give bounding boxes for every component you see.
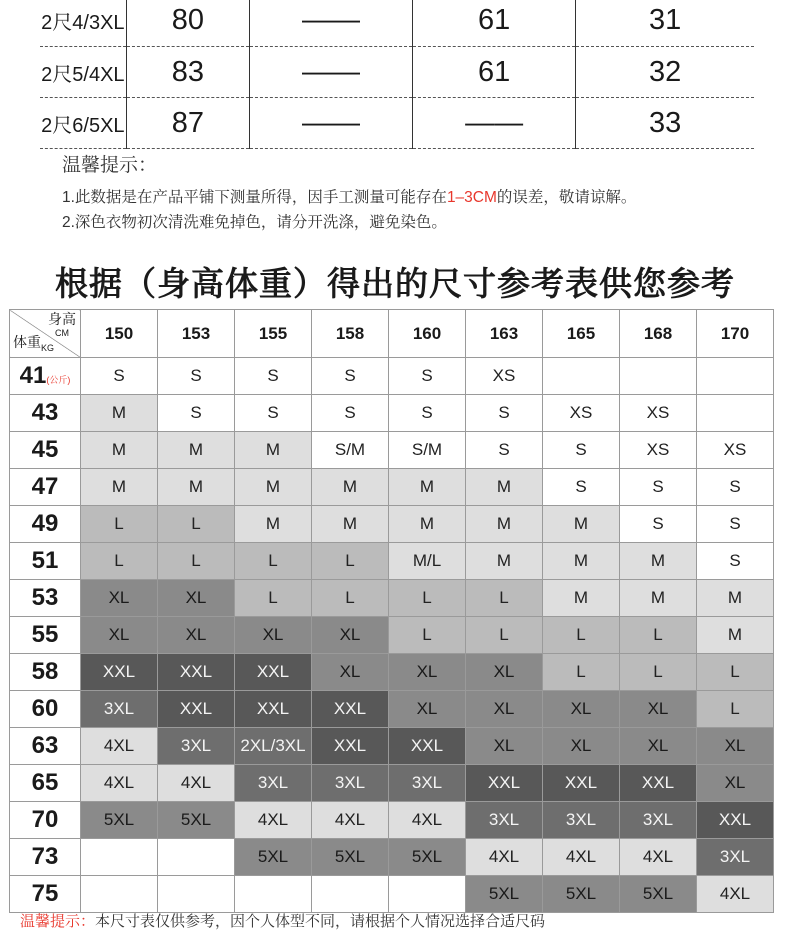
size-cell: 3XL [235, 765, 312, 802]
size-row [10, 469, 774, 506]
size-cell [697, 358, 774, 395]
measurement-value-cell: 61 [413, 47, 576, 98]
size-cell: 5XL [466, 876, 543, 913]
weight-header-cell [10, 469, 81, 506]
size-cell: L [543, 654, 620, 691]
size-cell: XL [697, 765, 774, 802]
size-row [10, 358, 774, 395]
size-cell: XL [312, 617, 389, 654]
size-cell: XXL [697, 802, 774, 839]
size-cell: XXL [620, 765, 697, 802]
weight-header-cell [10, 506, 81, 543]
size-cell: M [543, 580, 620, 617]
tip-line-1 [62, 185, 762, 210]
size-cell: L [158, 543, 235, 580]
size-cell: XXL [235, 691, 312, 728]
size-cell: M [235, 432, 312, 469]
weight-header-cell [10, 765, 81, 802]
size-cell: 4XL [697, 876, 774, 913]
size-row [10, 654, 774, 691]
corner-weight-unit: KG [41, 343, 55, 353]
measurement-value-cell: 31 [576, 0, 754, 47]
height-header-cell: 160 [389, 310, 466, 358]
measurement-size-cell: 2尺5/4XL [40, 47, 126, 98]
size-row [10, 580, 774, 617]
size-cell: XL [466, 691, 543, 728]
weight-header-cell [10, 580, 81, 617]
height-header-cell: 150 [81, 310, 158, 358]
size-cell: S [466, 395, 543, 432]
corner-weight-label [13, 335, 54, 355]
size-cell: M/L [389, 543, 466, 580]
size-cell: M [235, 469, 312, 506]
weight-value: 58 [31, 658, 59, 685]
size-cell: S [543, 469, 620, 506]
size-cell: XL [620, 728, 697, 765]
size-cell: L [697, 654, 774, 691]
weight-header-cell [10, 395, 81, 432]
size-cell: 4XL [235, 802, 312, 839]
height-header-cell: 165 [543, 310, 620, 358]
size-cell: XS [620, 395, 697, 432]
size-cell: XL [697, 728, 774, 765]
size-row [10, 395, 774, 432]
size-cell: XL [312, 654, 389, 691]
size-cell: 4XL [543, 839, 620, 876]
size-cell: 4XL [312, 802, 389, 839]
size-chart-grid [9, 309, 774, 913]
size-cell: S [543, 432, 620, 469]
size-cell: M [158, 469, 235, 506]
size-cell: L [543, 617, 620, 654]
weight-value: 60 [31, 695, 59, 722]
size-cell: XL [235, 617, 312, 654]
size-cell: 3XL [158, 728, 235, 765]
size-cell: M [81, 469, 158, 506]
size-cell: XL [158, 580, 235, 617]
size-row [10, 617, 774, 654]
size-cell: 4XL [81, 728, 158, 765]
measurement-size-cell: 2尺6/5XL [40, 98, 126, 149]
size-cell: M [312, 469, 389, 506]
measurement-row [40, 47, 754, 98]
size-cell: L [235, 543, 312, 580]
size-row [10, 728, 774, 765]
size-cell: XXL [235, 654, 312, 691]
size-cell: M [158, 432, 235, 469]
bottom-note-text: 本尺寸表仅供参考，因个人体型不同，请根据个人情况选择合适尺码 [95, 913, 546, 930]
size-cell: M [389, 506, 466, 543]
size-cell: L [620, 617, 697, 654]
size-cell: S [81, 358, 158, 395]
size-cell: 2XL/3XL [235, 728, 312, 765]
measurement-value-cell: 87 [126, 98, 249, 149]
size-cell: M [697, 580, 774, 617]
size-cell: M [543, 543, 620, 580]
size-cell: S/M [389, 432, 466, 469]
weight-value: 51 [31, 547, 59, 574]
tip-error-range: 1–3CM [446, 189, 497, 206]
size-cell [158, 839, 235, 876]
size-cell: S [312, 395, 389, 432]
height-header-cell: 158 [312, 310, 389, 358]
corner-height-text: 身高 [48, 311, 76, 327]
size-cell: XXL [466, 765, 543, 802]
height-header-cell: 155 [235, 310, 312, 358]
size-cell: XS [466, 358, 543, 395]
weight-header-cell [10, 432, 81, 469]
corner-height-unit: CM [55, 328, 69, 338]
size-cell: L [158, 506, 235, 543]
measurement-row [40, 0, 754, 47]
size-cell [389, 876, 466, 913]
size-cell: L [389, 580, 466, 617]
size-row [10, 876, 774, 913]
weight-unit-note: (公斤) [46, 375, 71, 385]
weight-header-cell [10, 876, 81, 913]
height-header-cell: 153 [158, 310, 235, 358]
size-cell: L [312, 580, 389, 617]
size-cell: XL [543, 691, 620, 728]
size-cell: M [81, 395, 158, 432]
weight-header-cell [10, 691, 81, 728]
weight-value: 70 [31, 806, 59, 833]
size-cell [235, 876, 312, 913]
size-cell: 5XL [389, 839, 466, 876]
size-cell: XL [466, 654, 543, 691]
size-row [10, 765, 774, 802]
size-row [10, 691, 774, 728]
size-cell: 5XL [81, 802, 158, 839]
measurement-value-cell: 61 [413, 0, 576, 47]
size-cell: XS [543, 395, 620, 432]
size-cell: 4XL [81, 765, 158, 802]
size-cell: XXL [389, 728, 466, 765]
size-row [10, 543, 774, 580]
size-cell: M [620, 580, 697, 617]
size-cell: XL [620, 691, 697, 728]
size-cell: S [389, 395, 466, 432]
measurement-value-cell: —— [249, 47, 412, 98]
size-cell: S [620, 506, 697, 543]
measurement-value-cell: —— [413, 98, 576, 149]
weight-value: 49 [31, 510, 59, 537]
measurement-size-cell: 2尺4/3XL [40, 0, 126, 47]
size-cell [81, 876, 158, 913]
size-cell: XL [81, 617, 158, 654]
size-cell: M [235, 506, 312, 543]
size-chart-title: 根据（身高体重）得出的尺寸参考表供您参考 [55, 265, 735, 302]
size-cell: XXL [158, 654, 235, 691]
size-cell: L [466, 580, 543, 617]
tip-line-2: 2.深色衣物初次清洗难免掉色，请分开洗涤，避免染色。 [62, 214, 447, 231]
size-cell: XL [543, 728, 620, 765]
size-cell: L [81, 543, 158, 580]
measurement-value-cell: —— [249, 0, 412, 47]
size-cell [158, 876, 235, 913]
measurement-value-cell: —— [249, 98, 412, 149]
weight-value: 43 [31, 399, 59, 426]
size-cell: 3XL [81, 691, 158, 728]
weight-header-cell [10, 654, 81, 691]
weight-header-cell [10, 728, 81, 765]
size-cell: L [389, 617, 466, 654]
size-cell: XXL [543, 765, 620, 802]
corner-cell [10, 310, 81, 358]
size-cell: M [697, 617, 774, 654]
size-cell [543, 358, 620, 395]
size-cell: S/M [312, 432, 389, 469]
size-cell: S [158, 358, 235, 395]
bottom-note [20, 910, 545, 931]
bottom-note-label: 温馨提示： [20, 913, 96, 930]
size-cell: M [81, 432, 158, 469]
size-cell: 5XL [312, 839, 389, 876]
size-cell: XL [389, 654, 466, 691]
size-cell: 5XL [158, 802, 235, 839]
size-cell: 4XL [620, 839, 697, 876]
weight-header-cell [10, 802, 81, 839]
size-cell: S [466, 432, 543, 469]
size-cell: M [466, 469, 543, 506]
size-cell: XXL [158, 691, 235, 728]
weight-value: 45 [31, 436, 59, 463]
size-row [10, 432, 774, 469]
size-cell: 4XL [389, 802, 466, 839]
size-cell: S [235, 395, 312, 432]
size-cell: L [235, 580, 312, 617]
tips-section [62, 150, 762, 235]
height-header-cell: 168 [620, 310, 697, 358]
size-cell: L [466, 617, 543, 654]
size-cell: S [158, 395, 235, 432]
tip-line-1-end: 的误差，敬请谅解。 [496, 189, 637, 206]
size-cell: XL [466, 728, 543, 765]
size-cell: L [697, 691, 774, 728]
size-cell: XS [697, 432, 774, 469]
height-header-cell: 170 [697, 310, 774, 358]
size-cell [81, 839, 158, 876]
size-cell: XS [620, 432, 697, 469]
size-cell: 3XL [466, 802, 543, 839]
size-cell: XXL [312, 728, 389, 765]
corner-weight-text: 体重 [13, 334, 41, 351]
size-cell: 3XL [312, 765, 389, 802]
size-cell: 3XL [543, 802, 620, 839]
size-cell: M [620, 543, 697, 580]
size-cell: M [389, 469, 466, 506]
size-cell [697, 395, 774, 432]
weight-value: 75 [31, 880, 59, 907]
height-header-cell: 163 [466, 310, 543, 358]
measurement-value-cell: 33 [576, 98, 754, 149]
size-cell: S [312, 358, 389, 395]
size-cell: 3XL [620, 802, 697, 839]
size-cell: XXL [312, 691, 389, 728]
size-cell: S [697, 469, 774, 506]
weight-header-cell [10, 839, 81, 876]
weight-value: 47 [31, 473, 59, 500]
size-cell: 4XL [466, 839, 543, 876]
size-cell: L [620, 654, 697, 691]
weight-value: 63 [31, 732, 59, 759]
size-cell: S [620, 469, 697, 506]
weight-value: 41 [19, 362, 47, 389]
measurement-table [40, 0, 754, 149]
size-cell: XL [81, 580, 158, 617]
measurement-row [40, 98, 754, 149]
size-cell: M [312, 506, 389, 543]
weight-header-cell [10, 617, 81, 654]
size-cell: 3XL [697, 839, 774, 876]
size-cell: 5XL [620, 876, 697, 913]
tip-line-1-text: 1.此数据是在产品平铺下测量所得，因手工测量可能存在 [62, 189, 447, 206]
size-row [10, 839, 774, 876]
size-cell: 5XL [235, 839, 312, 876]
size-cell: 4XL [158, 765, 235, 802]
size-cell: 5XL [543, 876, 620, 913]
size-cell [312, 876, 389, 913]
size-cell [620, 358, 697, 395]
measurement-value-cell: 83 [126, 47, 249, 98]
measurement-value-cell: 80 [126, 0, 249, 47]
tips-title: 温馨提示： [62, 155, 158, 176]
size-cell: S [389, 358, 466, 395]
size-cell: S [235, 358, 312, 395]
size-cell: M [466, 506, 543, 543]
size-row [10, 506, 774, 543]
weight-value: 53 [31, 584, 59, 611]
size-cell: M [543, 506, 620, 543]
size-cell: S [697, 543, 774, 580]
size-cell: L [81, 506, 158, 543]
size-cell: XL [389, 691, 466, 728]
size-cell: S [697, 506, 774, 543]
weight-value: 73 [31, 843, 59, 870]
size-cell: L [312, 543, 389, 580]
weight-header-cell [10, 543, 81, 580]
size-cell: 3XL [389, 765, 466, 802]
size-cell: M [466, 543, 543, 580]
size-cell: XXL [81, 654, 158, 691]
weight-value: 65 [31, 769, 59, 796]
size-row [10, 802, 774, 839]
weight-header-cell [10, 358, 81, 395]
measurement-value-cell: 32 [576, 47, 754, 98]
size-cell: XL [158, 617, 235, 654]
weight-value: 55 [31, 621, 59, 648]
